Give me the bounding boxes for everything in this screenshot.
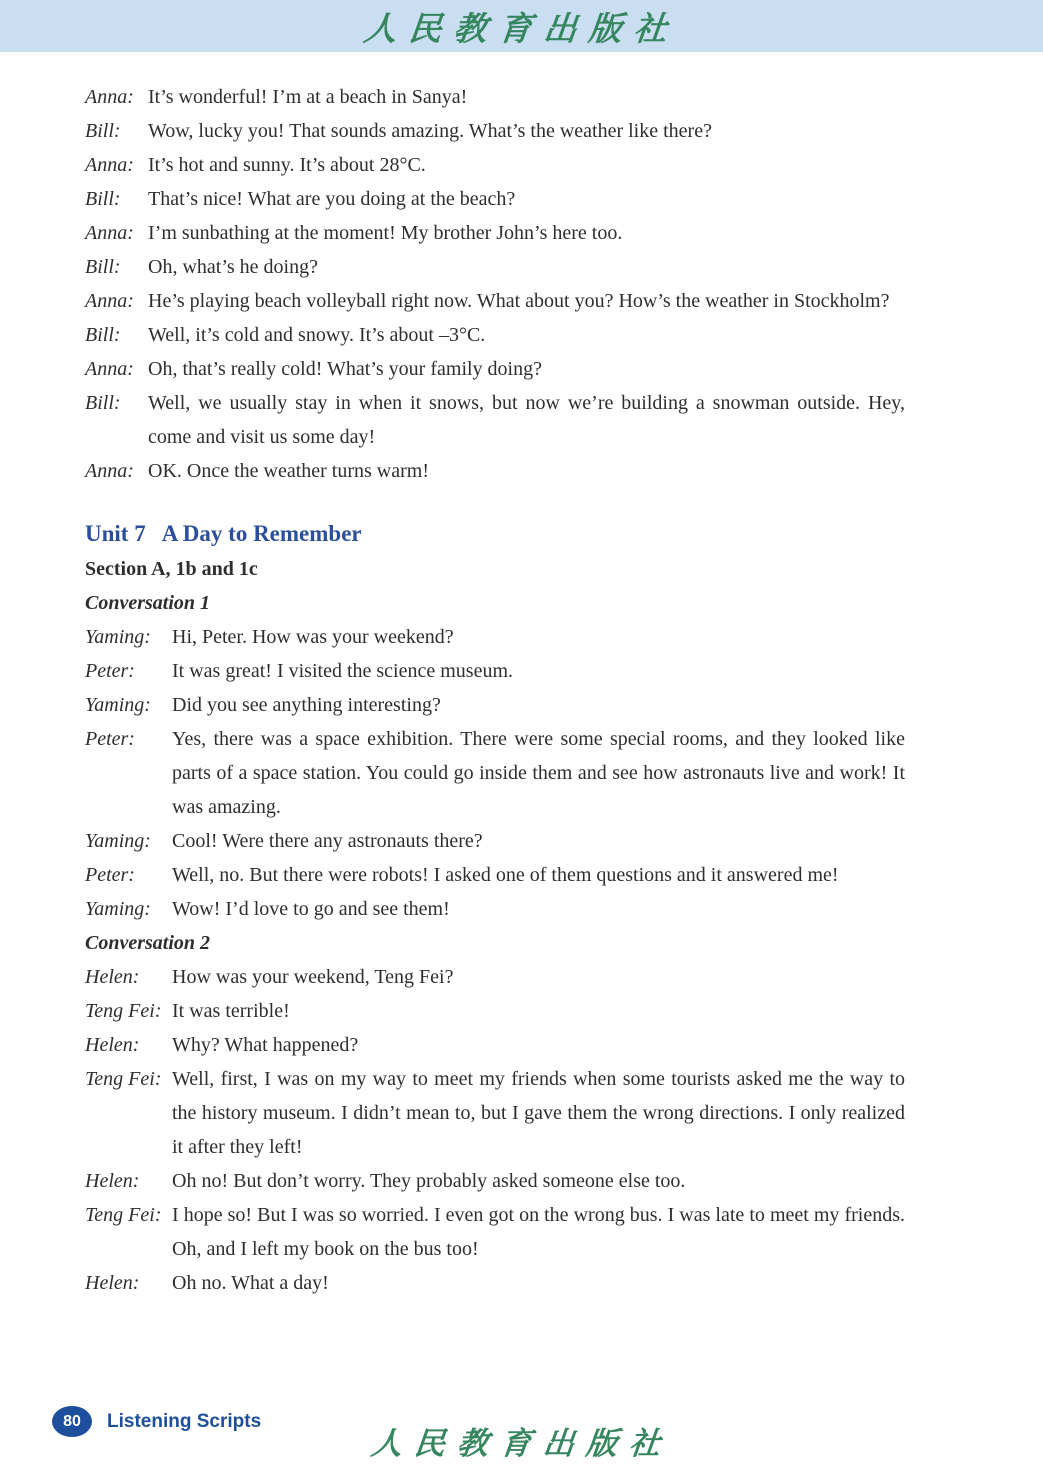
dialogue-text: It’s wonderful! I’m at a beach in Sanya! — [148, 86, 468, 108]
speaker-label: Anna: — [85, 358, 134, 380]
dialogue-turn — [85, 1198, 905, 1266]
dialogue-turn — [85, 722, 905, 824]
speaker-label: Peter: — [85, 864, 135, 886]
publisher-logo-calligraphy-bottom: 人民教育出版社 — [368, 1426, 674, 1461]
speaker-label: Bill: — [85, 324, 121, 346]
dialogue-text: Well, no. But there were robots! I asked one of them questions and it answered me! — [172, 864, 839, 886]
unit-heading — [85, 519, 905, 549]
conversation-heading: Conversation 1 — [85, 592, 211, 614]
dialogue-turn — [85, 1164, 905, 1198]
dialogue-turn — [85, 80, 905, 114]
dialogue-block — [85, 80, 905, 488]
dialogue-turn — [85, 284, 905, 318]
dialogue-turn — [85, 892, 905, 926]
dialogue-text: I hope so! But I was so worried. I even got on the wrong bus. I was late to meet my friends. Oh, and I left my book on the bus too! — [172, 1204, 905, 1260]
dialogue-text: Oh, that’s really cold! What’s your family doing? — [148, 358, 542, 380]
speaker-label: Teng Fei: — [85, 1204, 162, 1226]
speaker-label: Anna: — [85, 222, 134, 244]
dialogue-text: Cool! Were there any astronauts there? — [172, 830, 483, 852]
speaker-label: Anna: — [85, 460, 134, 482]
dialogue-text: Oh, what’s he doing? — [148, 256, 318, 278]
dialogue-text: OK. Once the weather turns warm! — [148, 460, 430, 482]
speaker-label: Peter: — [85, 728, 135, 750]
dialogue-turn — [85, 182, 905, 216]
dialogue-block — [85, 960, 905, 1300]
dialogue-text: It’s hot and sunny. It’s about 28°C. — [148, 154, 426, 176]
speaker-label: Bill: — [85, 120, 121, 142]
dialogue-turn — [85, 688, 905, 722]
dialogue-text: It was terrible! — [172, 1000, 290, 1022]
dialogue-turn — [85, 654, 905, 688]
footer — [52, 1406, 261, 1437]
dialogue-turn — [85, 1266, 905, 1300]
dialogue-text: Wow, lucky you! That sounds amazing. What’s the weather like there? — [148, 120, 712, 142]
footer-section-label: Listening Scripts — [107, 1410, 262, 1432]
dialogue-turn — [85, 352, 905, 386]
publisher-logo-calligraphy-top: 人民教育出版社 — [361, 11, 681, 48]
dialogue-text: That’s nice! What are you doing at the beach? — [148, 188, 516, 210]
dialogue-turn — [85, 824, 905, 858]
dialogue-text: Oh no! But don’t worry. They probably asked someone else too. — [172, 1170, 686, 1192]
dialogue-turn — [85, 620, 905, 654]
speaker-label: Bill: — [85, 256, 121, 278]
speaker-label: Helen: — [85, 1170, 140, 1192]
section-heading: Section A, 1b and 1c — [85, 558, 258, 580]
speaker-label: Helen: — [85, 1272, 140, 1294]
dialogue-turn — [85, 994, 905, 1028]
speaker-label: Yaming: — [85, 626, 151, 648]
speaker-label: Bill: — [85, 392, 121, 414]
dialogue-text: I’m sunbathing at the moment! My brother John’s here too. — [148, 222, 623, 244]
dialogue-text: It was great! I visited the science museum. — [172, 660, 513, 682]
speaker-label: Helen: — [85, 1034, 140, 1056]
dialogue-text: Well, first, I was on my way to meet my friends when some tourists asked me the way to the history museum. I didn’t mean to, but I gave them the wrong directions. I only realized it after they left! — [172, 1068, 905, 1158]
dialogue-text: Wow! I’d love to go and see them! — [172, 898, 450, 920]
speaker-label: Yaming: — [85, 830, 151, 852]
unit-title: A Day to Remember — [161, 521, 362, 546]
dialogue-turn — [85, 960, 905, 994]
listening-scripts-content — [0, 52, 1043, 1300]
dialogue-block — [85, 620, 905, 926]
speaker-label: Yaming: — [85, 898, 151, 920]
speaker-label: Anna: — [85, 86, 134, 108]
dialogue-text: Well, it’s cold and snowy. It’s about –3°C. — [148, 324, 486, 346]
dialogue-text: Why? What happened? — [172, 1034, 359, 1056]
speaker-label: Helen: — [85, 966, 140, 988]
dialogue-turn — [85, 114, 905, 148]
dialogue-text: How was your weekend, Teng Fei? — [172, 966, 454, 988]
dialogue-text: He’s playing beach volleyball right now. What about you? How’s the weather in Stockholm? — [148, 290, 890, 312]
speaker-label: Teng Fei: — [85, 1068, 162, 1090]
speaker-label: Bill: — [85, 188, 121, 210]
speaker-label: Yaming: — [85, 694, 151, 716]
dialogue-turn — [85, 386, 905, 454]
dialogue-text: Hi, Peter. How was your weekend? — [172, 626, 454, 648]
dialogue-turn — [85, 858, 905, 892]
conversation-heading: Conversation 2 — [85, 932, 211, 954]
unit-number: Unit 7 — [85, 521, 146, 546]
page-number-badge: 80 — [52, 1406, 92, 1437]
dialogue-turn — [85, 148, 905, 182]
speaker-label: Peter: — [85, 660, 135, 682]
speaker-label: Anna: — [85, 290, 134, 312]
dialogue-text: Well, we usually stay in when it snows, but now we’re building a snowman outside. Hey, come and visit us some day! — [148, 392, 905, 448]
dialogue-turn — [85, 250, 905, 284]
dialogue-turn — [85, 318, 905, 352]
dialogue-text: Yes, there was a space exhibition. There were some special rooms, and they looked like parts of a space station. You could go inside them and see how astronauts live and work! It was amazing. — [172, 728, 905, 818]
dialogue-turn — [85, 454, 905, 488]
dialogue-text: Did you see anything interesting? — [172, 694, 441, 716]
dialogue-turn — [85, 1028, 905, 1062]
header-band — [0, 0, 1043, 52]
speaker-label: Teng Fei: — [85, 1000, 162, 1022]
dialogue-text: Oh no. What a day! — [172, 1272, 329, 1294]
speaker-label: Anna: — [85, 154, 134, 176]
dialogue-turn — [85, 216, 905, 250]
dialogue-turn — [85, 1062, 905, 1164]
